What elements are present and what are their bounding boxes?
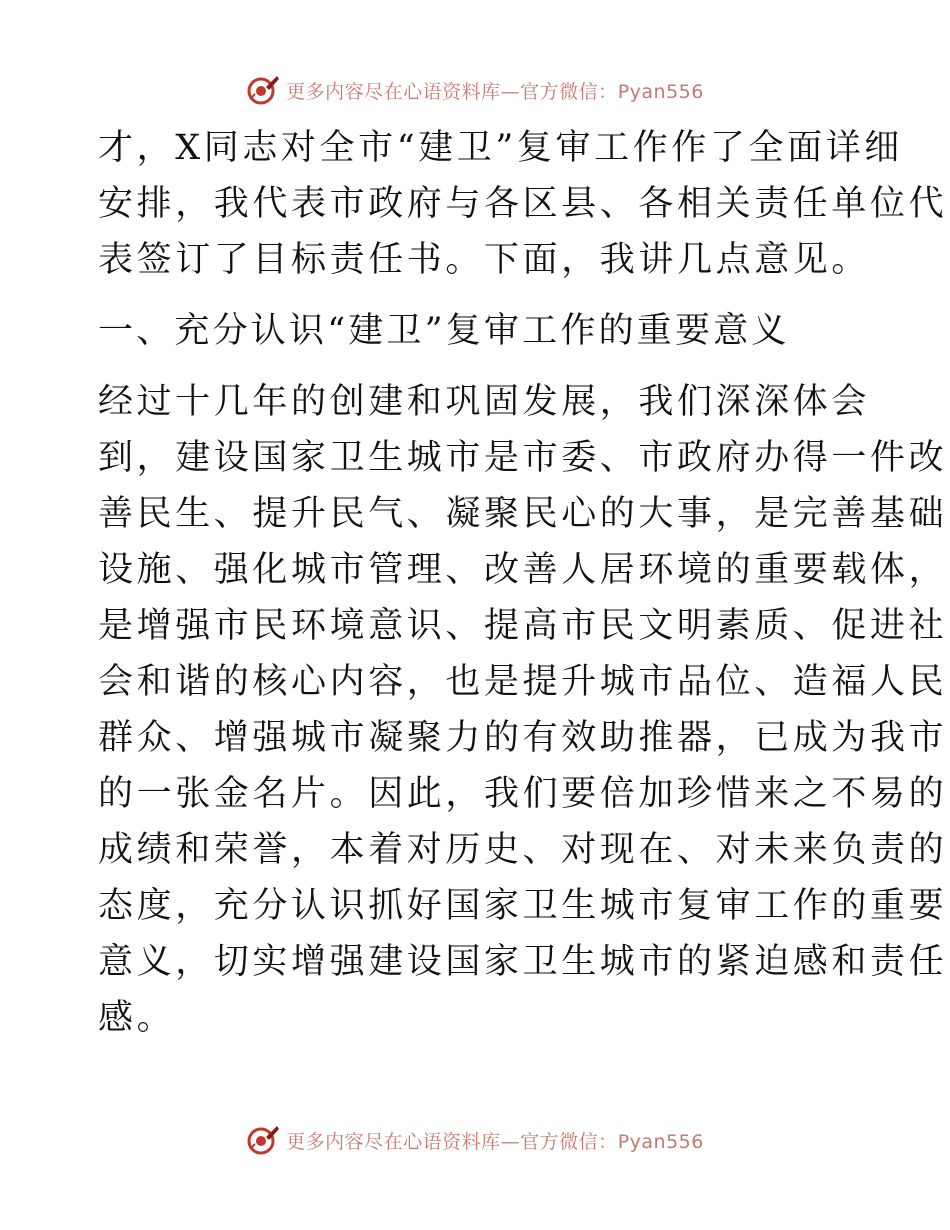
footer-wechat-label: 官方微信： [520,1130,618,1153]
paragraph-line: 经过十几年的创建和巩固发展，我们深深体会 [98,382,871,422]
footer-wechat-id: Pyan556 [617,1130,704,1153]
paragraph-line: 才，X同志对全市“建卫”复审工作作了全面详细 [98,128,903,168]
paragraph-line: 善民生、提升民气、凝聚民心的大事，是完善基础 [98,494,948,534]
paragraph-line: 的一张金名片。因此，我们要倍加珍惜来之不易的 [98,774,948,814]
paragraph-line: 到，建设国家卫生城市是市委、市政府办得一件改 [98,438,948,478]
brand-logo-icon [246,73,280,107]
header-promo: 更多内容尽在心语资料库 [286,80,501,103]
paragraph-line: 态度，充分认识抓好国家卫生城市复审工作的重要 [98,886,948,926]
paragraph-line: 成绩和荣誉，本着对历史、对现在、对未来负责的 [98,830,948,870]
paragraph-line: 会和谐的核心内容，也是提升城市品位、造福人民 [98,662,948,702]
paragraph-line: 感。 [98,998,176,1038]
paragraph-line: 是增强市民环境意识、提高市民文明素质、促进社 [98,606,948,646]
footer-separator: — [500,1130,521,1153]
footer-banner [0,1120,950,1160]
brand-logo-icon [246,1123,280,1157]
footer-promo-text [286,1127,704,1154]
section-heading: 一、充分认识“建卫”复审工作的重要意义 [98,311,790,351]
paragraph-line: 安排，我代表市政府与各区县、各相关责任单位代 [98,184,948,224]
header-promo-text [286,77,704,104]
header-separator: — [500,80,521,103]
header-wechat-id: Pyan556 [617,80,704,103]
paragraph-line: 群众、增强城市凝聚力的有效助推器，已成为我市 [98,718,948,758]
paragraph-line: 表签订了目标责任书。下面，我讲几点意见。 [98,240,871,280]
paragraph-line: 设施、强化城市管理、改善人居环境的重要载体， [98,550,948,590]
document-body [98,120,948,1046]
paragraph-line: 意义，切实增强建设国家卫生城市的紧迫感和责任 [98,942,948,982]
header-wechat-label: 官方微信： [520,80,618,103]
footer-promo: 更多内容尽在心语资料库 [286,1130,501,1153]
header-banner [0,70,950,110]
